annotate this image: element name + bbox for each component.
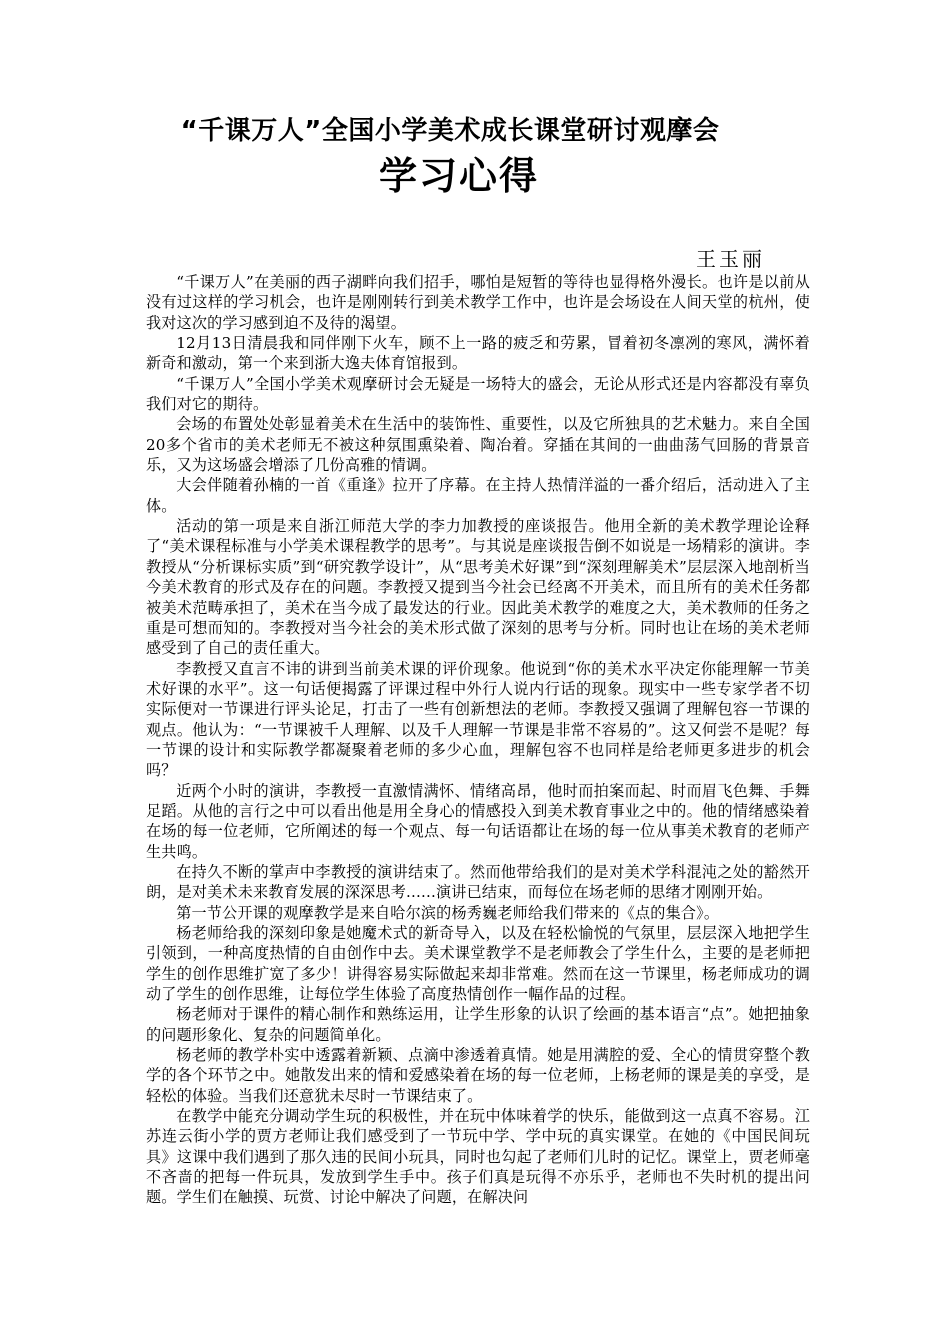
- paragraph: “千课万人”在美丽的西子湖畔向我们招手，哪怕是短暂的等待也显得格外漫长。也许是以前从没有过这样的学习机会，也许是刚刚转行到美术教学工作中，也许是会场设在人间天堂的杭州，使我对这次的学习感到迫不及待的渴望。: [146, 273, 810, 332]
- paragraph: 杨老师对于课件的精心制作和熟练运用，让学生形象的认识了绘画的基本语言“点”。她把抽象的问题形象化、复杂的问题简单化。: [146, 1005, 810, 1044]
- paragraph: 第一节公开课的观摩教学是来自哈尔滨的杨秀巍老师给我们带来的《点的集合》。: [176, 903, 720, 922]
- paragraph: 杨老师给我的深刻印象是她魔术式的新奇导入，以及在轻松愉悦的气氛里，层层深入地把学生引领到，一种高度热情的自由创作中去。美术课堂教学不是老师教会了学生什么，主要的是老师把学生的创作思维扩宽了多少！讲得容易实际做起来却非常难。然而在这一节课里，杨老师成功的调动了学生的创作思维，让每位学生体验了高度热情创作一幅作品的过程。: [146, 924, 810, 1004]
- paragraph: 在教学中能充分调动学生玩的积极性，并在玩中体味着学的快乐，能做到这一点真不容易。江苏连云街小学的贾方老师让我们感受到了一节玩中学、学中玩的真实课堂。在她的《中国民间玩具》这课中我们遇到了那久违的民间小玩具，同时也勾起了老师们儿时的记忆。课堂上，贾老师毫不吝啬的把每一件玩具，发放到学生手中。孩子们真是玩得不亦乐乎，老师也不失时机的提出问题。学生们在触摸、玩赏、讨论中解决了问题，在解决问: [146, 1107, 810, 1207]
- paragraph: 会场的布置处处彰显着美术在生活中的装饰性、重要性，以及它所独具的艺术魅力。来自全国20多个省市的美术老师无不被这种氛围熏染着、陶冶着。穿插在其间的一曲曲荡气回肠的背景音乐，又为这场盛会增添了几份高雅的情调。: [146, 415, 810, 475]
- paragraph: 近两个小时的演讲，李教授一直激情满怀、情绪高昂，他时而拍案而起、时而眉飞色舞、手舞足蹈。从他的言行之中可以看出他是用全身心的情感投入到美术教育事业之中的。他的情绪感染着在场的每一位老师，它所阐述的每一个观点、每一句话语都让在场的每一位从事美术教育的老师产生共鸣。: [146, 781, 810, 861]
- paragraph: 在持久不断的掌声中李教授的演讲结束了。然而他带给我们的是对美术学科混沌之处的豁然开朗，是对美术未来教育发展的深深思考......演讲已结束，而每位在场老师的思绪才刚刚开始。: [146, 862, 810, 902]
- body-text: [146, 272, 810, 1208]
- document-title: “千课万人”全国小学美术成长课堂研讨观摩会: [180, 116, 720, 146]
- paragraph: 12月13日清晨我和同伴刚下火车，顾不上一路的疲乏和劳累，冒着初冬凛冽的寒风，满怀着新奇和激动，第一个来到浙大逸夫体育馆报到。: [146, 334, 810, 373]
- author-name: 王玉丽: [696, 247, 765, 271]
- paragraph: 活动的第一项是来自浙江师范大学的李力加教授的座谈报告。他用全新的美术教学理论诠释了“美术课程标准与小学美术课程教学的思考”。与其说是座谈报告倒不如说是一场精彩的演讲。李教授从“分析课标实质”到“研究教学设计”，从“思考美术好课”到“深刻理解美术”层层深入地剖析当今美术教育的形式及存在的问题。李教授又提到当今社会已经离不开美术，而且所有的美术任务都被美术范畴承担了，美术在当今成了最发达的行业。因此美术教学的难度之大，美术教师的任务之重是可想而知的。李教授对当今社会的美术形式做了深刻的思考与分析。同时也让在场的美术老师感受到了自己的责任重大。: [146, 517, 810, 658]
- paragraph: “千课万人”全国小学美术观摩研讨会无疑是一场特大的盛会，无论从形式还是内容都没有辜负我们对它的期待。: [146, 374, 810, 414]
- paragraph: 大会伴随着孙楠的一首《重逢》拉开了序幕。在主持人热情洋溢的一番介绍后，活动进入了主体。: [146, 476, 810, 515]
- paragraph: 杨老师的教学朴实中透露着新颖、点滴中渗透着真情。她是用满腔的爱、全心的情贯穿整个教学的各个环节之中。她散发出来的情和爱感染着在场的每一位老师，上杨老师的课是美的享受，是轻松的体验。当我们还意犹未尽时一节课结束了。: [146, 1046, 810, 1105]
- paragraph: 李教授又直言不讳的讲到当前美术课的评价现象。他说到“你的美术水平决定你能理解一节美术好课的水平”。这一句话便揭露了评课过程中外行人说内行话的现象。现实中一些专家学者不切实际便对一节课进行评头论足，打击了一些有创新想法的老师。李教授又强调了理解包容一节课的观点。他认为：“一节课被千人理解、以及千人理解一节课是非常不容易的”。这又何尝不是呢？每一节课的设计和实际教学都凝聚着老师的多少心血，理解包容不也同样是给老师更多进步的机会吗？: [146, 659, 810, 780]
- document-subtitle: 学习心得: [378, 154, 539, 198]
